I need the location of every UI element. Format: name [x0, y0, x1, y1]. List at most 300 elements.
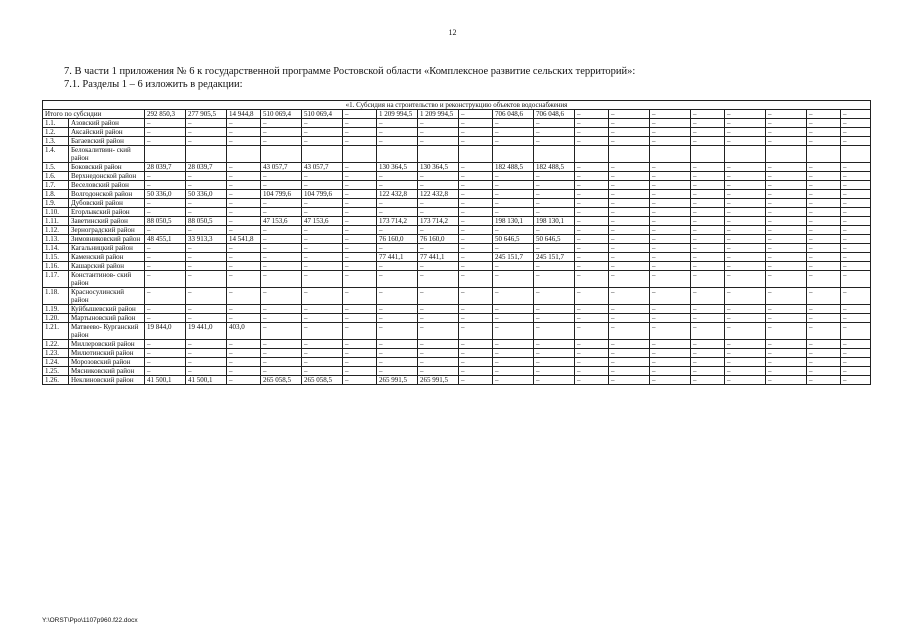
row-value: – [343, 349, 377, 358]
row-value: – [841, 181, 871, 190]
row-value: – [841, 199, 871, 208]
row-value [261, 146, 302, 163]
row-value: – [493, 262, 534, 271]
row-district-name: Белокалитвин- ский район [69, 146, 145, 163]
row-code: 1.25. [43, 367, 69, 376]
row-value: – [377, 119, 418, 128]
row-value: 47 153,6 [302, 217, 343, 226]
row-value: – [302, 235, 343, 244]
row-value: – [186, 208, 227, 217]
table-row [43, 208, 871, 217]
row-value: – [418, 172, 459, 181]
row-value: – [343, 244, 377, 253]
row-value: 88 050,5 [145, 217, 186, 226]
row-value: – [261, 119, 302, 128]
row-value: – [459, 190, 493, 199]
table-row [43, 181, 871, 190]
row-value: – [377, 226, 418, 235]
row-value: – [766, 349, 807, 358]
row-value: 50 336,0 [186, 190, 227, 199]
row-value: – [691, 358, 725, 367]
row-value: – [534, 244, 575, 253]
row-value: – [807, 323, 841, 340]
row-value: – [841, 271, 871, 288]
table-row [43, 305, 871, 314]
row-value: – [766, 262, 807, 271]
row-value: – [534, 323, 575, 340]
row-value: – [575, 226, 609, 235]
row-value: – [534, 358, 575, 367]
row-value: – [691, 119, 725, 128]
row-value: 122 432,8 [377, 190, 418, 199]
row-value: – [493, 305, 534, 314]
table-row [43, 367, 871, 376]
paragraph-sections: 7.1. Разделы 1 – 6 изложить в редакции: [64, 79, 243, 90]
row-value: – [841, 376, 871, 385]
row-value: – [534, 367, 575, 376]
row-value: – [575, 323, 609, 340]
row-value: – [609, 235, 650, 244]
row-value: – [459, 119, 493, 128]
row-value: – [725, 271, 766, 288]
row-value: – [725, 226, 766, 235]
row-value: – [807, 376, 841, 385]
row-value: – [186, 271, 227, 288]
row-value: – [459, 253, 493, 262]
row-value: – [343, 181, 377, 190]
row-value: – [691, 208, 725, 217]
row-value: – [459, 244, 493, 253]
row-value: – [609, 172, 650, 181]
row-value: – [493, 128, 534, 137]
total-value: – [459, 110, 493, 119]
row-value: – [493, 314, 534, 323]
row-value: – [650, 314, 691, 323]
row-value: – [534, 128, 575, 137]
row-code: 1.15. [43, 253, 69, 262]
row-value: – [575, 128, 609, 137]
row-value: – [418, 323, 459, 340]
table-row [43, 235, 871, 244]
row-value: – [302, 323, 343, 340]
row-value: – [343, 376, 377, 385]
row-value: – [493, 349, 534, 358]
row-value: – [261, 262, 302, 271]
row-value: – [841, 163, 871, 172]
row-value: – [459, 137, 493, 146]
row-value: – [807, 226, 841, 235]
row-value: – [766, 358, 807, 367]
row-value: – [807, 172, 841, 181]
row-value [725, 146, 766, 163]
row-value: 265 991,5 [418, 376, 459, 385]
row-value: – [145, 244, 186, 253]
row-value: – [302, 199, 343, 208]
row-value: – [766, 314, 807, 323]
row-value: – [302, 271, 343, 288]
row-value: – [377, 358, 418, 367]
row-value: – [807, 305, 841, 314]
row-value: – [691, 137, 725, 146]
row-value: – [377, 172, 418, 181]
row-value: – [766, 367, 807, 376]
row-value: – [650, 190, 691, 199]
row-value: – [650, 305, 691, 314]
total-value: – [609, 110, 650, 119]
row-value: – [227, 271, 261, 288]
row-value: – [725, 340, 766, 349]
row-value: – [343, 271, 377, 288]
row-value: 41 500,1 [145, 376, 186, 385]
row-value: – [841, 172, 871, 181]
total-value: – [841, 110, 871, 119]
row-value: – [725, 323, 766, 340]
row-value: – [261, 253, 302, 262]
row-value: – [261, 271, 302, 288]
row-code: 1.16. [43, 262, 69, 271]
row-value: – [575, 137, 609, 146]
table-row [43, 288, 871, 305]
row-value: – [261, 340, 302, 349]
row-value: – [725, 208, 766, 217]
row-code: 1.18. [43, 288, 69, 305]
row-value: – [650, 367, 691, 376]
row-value: – [227, 163, 261, 172]
table-row [43, 358, 871, 367]
row-value: 33 913,3 [186, 235, 227, 244]
row-value: – [186, 349, 227, 358]
row-value: – [418, 314, 459, 323]
row-value: – [227, 244, 261, 253]
row-value: – [186, 226, 227, 235]
row-value: 130 364,5 [377, 163, 418, 172]
row-value: – [418, 349, 459, 358]
row-value: – [418, 226, 459, 235]
row-value: – [186, 340, 227, 349]
row-value: – [459, 288, 493, 305]
row-value: – [459, 271, 493, 288]
row-value: – [725, 244, 766, 253]
row-value: – [766, 323, 807, 340]
row-value: – [145, 137, 186, 146]
row-value: – [418, 128, 459, 137]
row-value: – [261, 244, 302, 253]
row-value: 104 799,6 [261, 190, 302, 199]
row-value: – [609, 340, 650, 349]
row-value: – [186, 305, 227, 314]
row-value: – [691, 253, 725, 262]
row-value: – [145, 119, 186, 128]
table-row [43, 226, 871, 235]
row-value: – [459, 226, 493, 235]
row-value: – [609, 288, 650, 305]
total-value: – [766, 110, 807, 119]
row-value: – [575, 208, 609, 217]
row-value: – [575, 314, 609, 323]
row-value: – [534, 349, 575, 358]
row-value: 173 714,2 [418, 217, 459, 226]
row-district-name: Боковский район [69, 163, 145, 172]
row-value: – [145, 358, 186, 367]
total-value: 14 944,8 [227, 110, 261, 119]
row-value [186, 146, 227, 163]
table-row [43, 217, 871, 226]
row-value: – [691, 262, 725, 271]
row-code: 1.6. [43, 172, 69, 181]
row-code: 1.3. [43, 137, 69, 146]
row-value: – [493, 358, 534, 367]
row-value: – [766, 288, 807, 305]
row-code: 1.14. [43, 244, 69, 253]
row-value: – [841, 305, 871, 314]
row-value: – [145, 305, 186, 314]
row-value: – [418, 181, 459, 190]
row-value: – [459, 217, 493, 226]
row-value: – [418, 244, 459, 253]
row-value: – [841, 235, 871, 244]
row-value: – [227, 349, 261, 358]
row-value: – [807, 314, 841, 323]
row-code: 1.4. [43, 146, 69, 163]
table-row [43, 128, 871, 137]
row-value: – [343, 208, 377, 217]
row-value [766, 146, 807, 163]
paragraph-amendment: 7. В части 1 приложения № 6 к государственной программе Ростовской области «Комплексное развитие сельских территорий»: [64, 66, 636, 77]
row-value: 50 646,5 [534, 235, 575, 244]
row-value: – [261, 288, 302, 305]
row-value: – [261, 235, 302, 244]
row-value: – [650, 208, 691, 217]
row-value: 43 057,7 [261, 163, 302, 172]
row-value: – [302, 340, 343, 349]
row-value: – [650, 217, 691, 226]
table-row [43, 190, 871, 199]
row-value: – [377, 314, 418, 323]
row-value: – [493, 340, 534, 349]
row-value: – [766, 305, 807, 314]
total-value: 510 069,4 [302, 110, 343, 119]
row-code: 1.22. [43, 340, 69, 349]
row-value: – [575, 199, 609, 208]
row-value: – [459, 367, 493, 376]
row-value: – [725, 172, 766, 181]
row-value: – [145, 181, 186, 190]
row-district-name: Егорлыкский район [69, 208, 145, 217]
row-value: – [534, 181, 575, 190]
row-value: – [609, 128, 650, 137]
row-value: – [807, 349, 841, 358]
subsidy-table-container [42, 100, 860, 385]
row-value: 14 541,8 [227, 235, 261, 244]
row-value: – [841, 367, 871, 376]
row-value: – [650, 235, 691, 244]
row-value: – [609, 226, 650, 235]
row-value: – [534, 172, 575, 181]
row-value: – [377, 340, 418, 349]
row-value: – [807, 244, 841, 253]
row-value: – [186, 288, 227, 305]
row-value: – [459, 340, 493, 349]
row-value: – [261, 128, 302, 137]
row-value: – [418, 137, 459, 146]
row-value: – [807, 235, 841, 244]
row-value: – [377, 181, 418, 190]
row-value: – [534, 226, 575, 235]
row-value: – [650, 340, 691, 349]
row-value: – [609, 163, 650, 172]
row-value: – [534, 119, 575, 128]
row-value: – [343, 226, 377, 235]
row-value: – [609, 208, 650, 217]
row-value: – [459, 172, 493, 181]
row-value: – [650, 163, 691, 172]
row-value: – [377, 137, 418, 146]
row-value: – [302, 367, 343, 376]
row-value: 28 039,7 [186, 163, 227, 172]
row-value: – [609, 181, 650, 190]
row-value: – [650, 181, 691, 190]
row-value: – [418, 199, 459, 208]
row-value: – [766, 340, 807, 349]
row-value: – [841, 119, 871, 128]
row-district-name: Неклиновский район [69, 376, 145, 385]
row-value: 47 153,6 [261, 217, 302, 226]
row-value: – [609, 323, 650, 340]
row-value: 265 991,5 [377, 376, 418, 385]
row-value: – [691, 305, 725, 314]
row-value: – [377, 323, 418, 340]
table-row [43, 340, 871, 349]
row-value: – [493, 119, 534, 128]
row-value: – [725, 367, 766, 376]
row-code: 1.26. [43, 376, 69, 385]
row-value: – [343, 235, 377, 244]
row-code: 1.1. [43, 119, 69, 128]
row-value: – [534, 199, 575, 208]
row-value: – [575, 367, 609, 376]
row-value [302, 146, 343, 163]
row-value: – [841, 323, 871, 340]
row-value: – [227, 217, 261, 226]
row-value: – [650, 172, 691, 181]
row-value: – [609, 358, 650, 367]
row-value: – [766, 376, 807, 385]
row-value [377, 146, 418, 163]
row-value: – [725, 217, 766, 226]
page-number: 12 [448, 28, 457, 37]
row-value: – [418, 358, 459, 367]
row-code: 1.13. [43, 235, 69, 244]
row-code: 1.24. [43, 358, 69, 367]
row-value: – [807, 367, 841, 376]
row-value: – [650, 376, 691, 385]
row-value: – [841, 190, 871, 199]
row-code: 1.17. [43, 271, 69, 288]
row-value: – [575, 190, 609, 199]
row-value: – [691, 199, 725, 208]
row-value: – [493, 199, 534, 208]
row-value: – [650, 358, 691, 367]
row-value: – [650, 288, 691, 305]
row-value: – [609, 199, 650, 208]
row-value: – [609, 137, 650, 146]
row-value: – [807, 340, 841, 349]
row-value: – [343, 358, 377, 367]
row-value: – [807, 262, 841, 271]
row-value: – [145, 128, 186, 137]
row-value: – [343, 172, 377, 181]
row-value: – [343, 137, 377, 146]
row-value: – [343, 288, 377, 305]
row-value: – [343, 163, 377, 172]
row-value: – [343, 217, 377, 226]
row-value: – [650, 137, 691, 146]
table-row [43, 349, 871, 358]
row-value: – [766, 271, 807, 288]
total-value: 706 048,6 [493, 110, 534, 119]
total-value: – [691, 110, 725, 119]
row-value: 50 336,0 [145, 190, 186, 199]
table-row [43, 314, 871, 323]
table-row [43, 146, 871, 163]
row-value: – [145, 288, 186, 305]
row-value: – [302, 244, 343, 253]
row-value: – [343, 262, 377, 271]
table-row [43, 253, 871, 262]
row-value: – [841, 226, 871, 235]
row-value: – [841, 349, 871, 358]
row-value: – [807, 288, 841, 305]
row-value: – [186, 172, 227, 181]
row-value: – [650, 244, 691, 253]
row-value: – [807, 271, 841, 288]
row-value: – [725, 235, 766, 244]
row-value: – [725, 199, 766, 208]
row-value: – [377, 271, 418, 288]
row-value: – [261, 367, 302, 376]
row-value: – [766, 190, 807, 199]
row-value: – [609, 314, 650, 323]
row-value [609, 146, 650, 163]
row-value: – [650, 128, 691, 137]
row-code: 1.8. [43, 190, 69, 199]
row-value: – [766, 244, 807, 253]
total-value: – [343, 110, 377, 119]
row-value: – [377, 288, 418, 305]
row-value: – [807, 217, 841, 226]
row-value: – [261, 208, 302, 217]
row-value: – [725, 181, 766, 190]
row-value: – [725, 163, 766, 172]
row-value: – [302, 262, 343, 271]
row-value: 182 488,5 [493, 163, 534, 172]
row-value: – [609, 367, 650, 376]
row-value: – [227, 314, 261, 323]
row-district-name: Мартыновский район [69, 314, 145, 323]
row-value: 76 160,0 [377, 235, 418, 244]
row-value: – [609, 349, 650, 358]
row-value: – [609, 271, 650, 288]
row-value: – [766, 119, 807, 128]
row-value: – [493, 226, 534, 235]
row-value: – [227, 199, 261, 208]
row-value: – [459, 128, 493, 137]
total-value: 706 048,6 [534, 110, 575, 119]
row-value: – [609, 190, 650, 199]
row-value: – [459, 208, 493, 217]
row-value: – [145, 340, 186, 349]
row-value: – [227, 137, 261, 146]
